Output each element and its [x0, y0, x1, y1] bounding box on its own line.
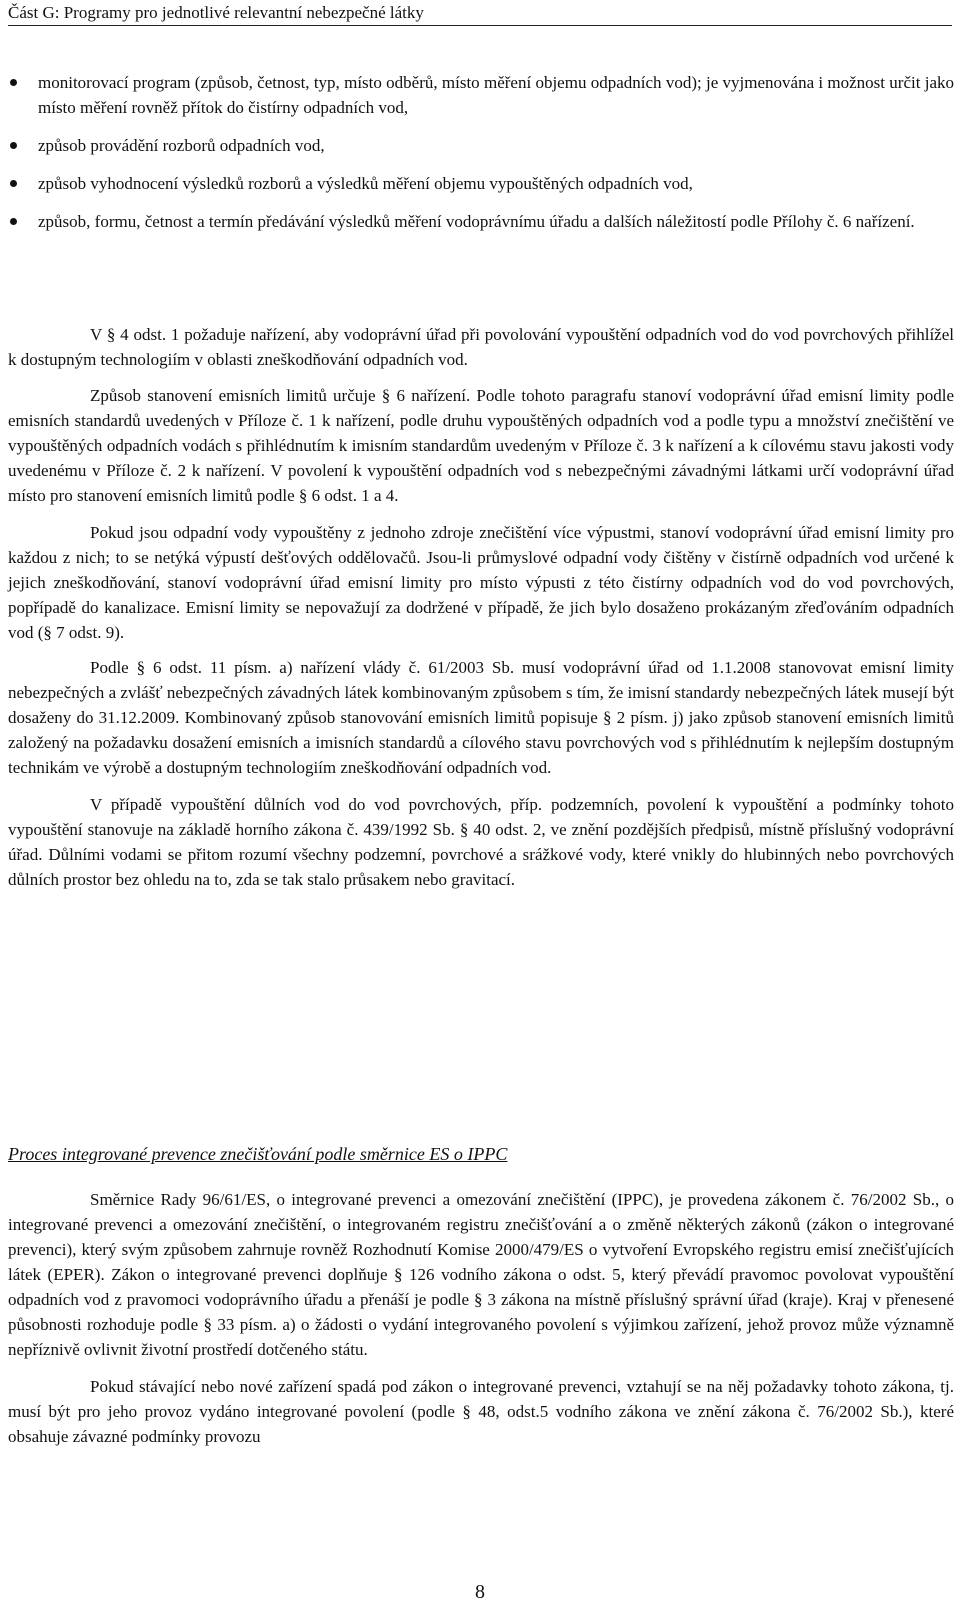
list-item-text: způsob vyhodnocení výsledků rozborů a výsledků měření objemu vypouštěných odpadních vod,	[38, 174, 693, 193]
paragraph: Směrnice Rady 96/61/ES, o integrované prevenci a omezování znečištění (IPPC), je provedena zákonem č. 76/2002 Sb., o integrované prevenci a omezování znečištění, o integrovaném registru znečišťování a o změně některých zákonů (zákon o integrované prevenci), který svým způsobem zahrnuje rovněž Rozhodnutí Komise 2000/479/ES o vytvoření Evropského registru emisí znečišťujících látek (EPER). Zákon o integrované prevenci doplňuje § 126 vodního zákona o odst. 5, který převádí pravomoc povolovat vypouštění odpadních vod z pravomoci vodoprávního úřadu a přenáší je podle § 3 zákona na místně příslušný správní úřad (kraje). Kraj v přenesené působnosti rozhoduje podle § 33 písm. a) o žádosti o vydání integrovaného povolení s výjimkou zařízení, jehož provoz může významně nepříznivě ovlivnit životní prostředí dotčeného státu.	[8, 1190, 954, 1359]
list-item	[8, 133, 954, 158]
paragraph: V případě vypouštění důlních vod do vod povrchových, příp. podzemních, povolení k vypouštění a podmínky tohoto vypouštění stanovuje na základě horního zákona č. 439/1992 Sb. § 40 odst. 2, ve znění pozdějších předpisů, místně příslušný vodoprávní úřad. Důlními vodami se přitom rozumí všechny podzemní, povrchové a srážkové vody, které vnikly do hlubinných nebo povrchových důlních prostor bez ohledu na to, zda se tak stalo průsakem nebo gravitací.	[8, 795, 954, 889]
paragraph: Podle § 6 odst. 11 písm. a) nařízení vlády č. 61/2003 Sb. musí vodoprávní úřad od 1.1.2008 stanovovat emisní limity nebezpečných a zvlášť nebezpečných závadných látek kombinovaným způsobem s tím, že imisní standardy nebezpečných látek musejí být dosaženy do 31.12.2009. Kombinovaný způsob stanovování emisních limitů popisuje § 2 písm. j) jako způsob stanovení emisních limitů založený na požadavku dosažení emisních a imisních standardů a cílového stavu povrchových vod s přihlédnutím k nejlepším dostupným technikám ve výrobě a dostupným technologiím zneškodňování odpadních vod.	[8, 658, 954, 777]
list-item-text: způsob provádění rozborů odpadních vod,	[38, 136, 325, 155]
list-item	[8, 209, 954, 234]
paragraph: Pokud jsou odpadní vody vypouštěny z jednoho zdroje znečištění více výpustmi, stanoví vodoprávní úřad emisní limity pro každou z nich; to se netýká výpustí dešťových oddělovačů. Jsou-li průmyslové odpadní vody čištěny v čistírně odpadních vod určené k jejich zneškodňování, stanoví vodoprávní úřad emisní limity pro místo výpusti z této čistírny odpadních vod do vod povrchových, popřípadě do kanalizace. Emisní limity se nepovažují za dodržené v případě, že jich bylo dosaženo prokázaným zřeďováním odpadních vod (§ 7 odst. 9).	[8, 523, 954, 642]
bullet-icon	[10, 218, 17, 225]
paragraph: Pokud stávající nebo nové zařízení spadá pod zákon o integrované prevenci, vztahují se na něj požadavky tohoto zákona, tj. musí být pro jeho provoz vydáno integrované povolení (podle § 48, odst.5 vodního zákona ve znění zákona č. 76/2002 Sb.), které obsahuje závazné podmínky provozu	[8, 1377, 954, 1446]
bullet-icon	[10, 79, 17, 86]
body-section-2	[8, 1187, 954, 1449]
page-number: 8	[475, 1581, 485, 1603]
page-header: Část G: Programy pro jednotlivé relevantní nebezpečné látky	[8, 2, 952, 26]
body-section-1	[8, 322, 954, 892]
paragraph: Způsob stanovení emisních limitů určuje § 6 nařízení. Podle tohoto paragrafu stanoví vodoprávní úřad emisní limity podle emisních standardů uvedených v Příloze č. 1 k nařízení, podle druhu vypouštěných odpadních vod a podle typu a množství znečištění ve vypouštěných odpadních vodách s přihlédnutím k imisním standardům uvedeným v Příloze č. 3 k nařízení a k cílovému stavu jakosti vody uvedenému v Příloze č. 2 k nařízení. V povolení k vypouštění odpadních vod s nebezpečnými závadnými látkami určí vodoprávní úřad místo pro stanovení emisních limitů podle § 6 odst. 1 a 4.	[8, 386, 954, 505]
section-heading: Proces integrované prevence znečišťování podle směrnice ES o IPPC	[8, 1144, 508, 1164]
list-item	[8, 171, 954, 196]
list-item-text: monitorovací program (způsob, četnost, typ, místo odběrů, místo měření objemu odpadních vod); je vyjmenována i možnost určit jako místo měření rovněž přítok do čistírny odpadních vod,	[38, 73, 954, 117]
bullet-icon	[10, 142, 17, 149]
list-item	[8, 70, 954, 120]
list-item-text: způsob, formu, četnost a termín předávání výsledků měření vodoprávnímu úřadu a dalších náležitostí podle Přílohy č. 6 nařízení.	[38, 212, 915, 231]
bullet-list	[8, 70, 954, 247]
bullet-icon	[10, 180, 17, 187]
paragraph: V § 4 odst. 1 požaduje nařízení, aby vodoprávní úřad při povolování vypouštění odpadních vod do vod povrchových přihlížel k dostupným technologiím v oblasti zneškodňování odpadních vod.	[8, 325, 954, 369]
